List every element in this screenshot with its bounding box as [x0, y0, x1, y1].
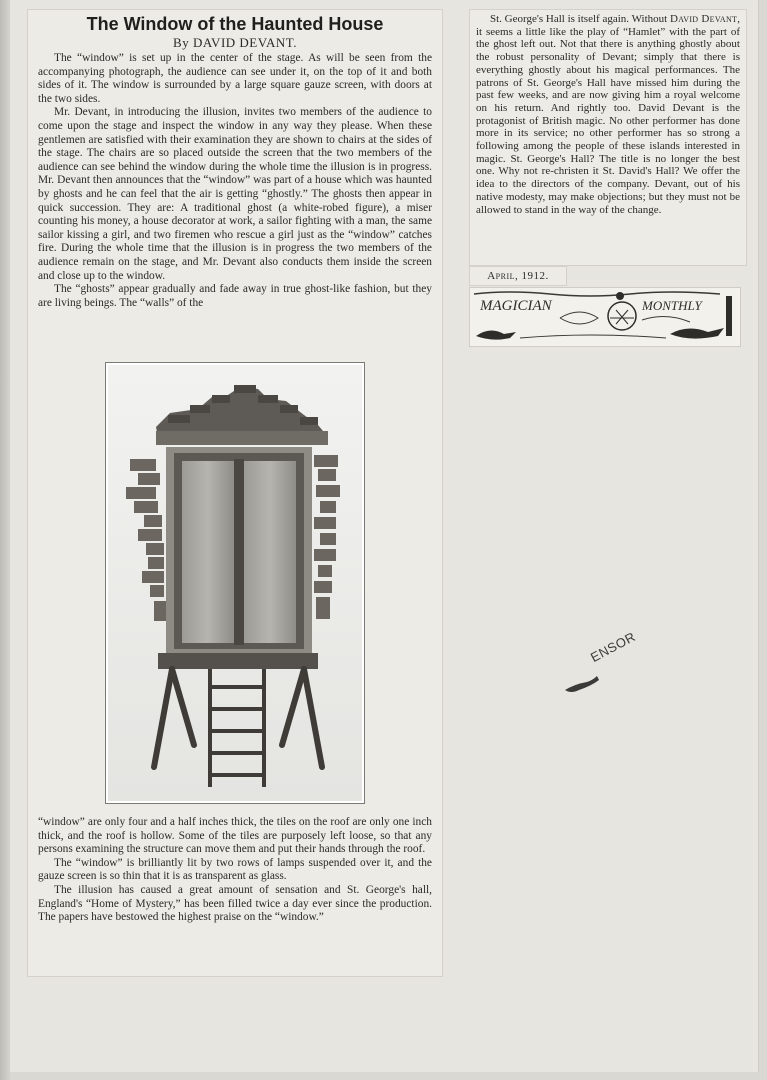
article-paragraph: The “window” is brilliantly lit by two rows of lamps suspended over it, and the gauze screen is so thin that it is as transparent as glass. — [38, 856, 432, 883]
article-clipping — [28, 10, 442, 976]
article-paragraph: The “ghosts” appear gradually and fade away in true ghost-like fashion, but they are living beings. The “walls” of the — [38, 283, 432, 309]
ensor-stamp — [563, 628, 653, 698]
article-paragraph: The illusion has caused a great amount of sensation and St. George's hall, England's “Home of Mystery,” has been filled twice a day ever since the production. The papers have bestowed the highest praise on the “window.” — [38, 883, 432, 924]
magician-monthly-masthead — [470, 288, 740, 346]
devant-name: David Devant — [669, 13, 738, 25]
article-body-bottom — [28, 816, 442, 925]
sidebar-text-start: St. George's Hall is itself again. Without — [490, 13, 670, 25]
sidebar-paragraph — [476, 13, 740, 216]
masthead-illustration — [470, 288, 740, 346]
article-paragraph: “window” are only four and a half inches thick, the tiles on the roof are only one inch thick, and the roof is hollow. Some of the tiles are purposely left loose, so that any persons examining the structure can move them and put their hands through the roof. — [38, 816, 432, 856]
sidebar-clipping — [470, 10, 746, 265]
article-title: The Window of the Haunted House — [86, 14, 384, 34]
window-photograph — [105, 362, 365, 804]
album-spine-shadow — [0, 0, 10, 1080]
photograph-image — [108, 365, 362, 801]
article-body-top — [38, 52, 432, 310]
masthead-right-word: MONTHLY — [642, 298, 702, 313]
clipping-date: April, 1912. — [470, 267, 566, 285]
article-paragraph: Mr. Devant, in introducing the illusion, invites two members of the audience to come upon the stage and inspect the window in any way they please. When these gentlemen are satisfied with their examination they are shown to chairs at the sides of the stage. The chairs are so placed outside the screen that the two members of the audience can see behind the window during the whole time the illusion is in progress. Mr. Devant then announces that the “window” was part of a house which was haunted by ghosts and he can feel that the air is getting “ghostly.” The ghosts then appear in quick succession. They are: A traditional ghost (a white-robed figure), a miser counting his money, a house decorator at work, a sailor fighting with a man, the same sailor kissing a girl, and two firemen who rescue a girl just as the “window” catches fire. During the whole time that the illusion is in progress the two members of the audience remain on the stage, and Mr. Devant also conducts them inside the screen and close up to the window. — [38, 106, 432, 282]
sidebar-text-rest: , it seems a little like the play of “Hamlet” with the part of the ghost left out. Not that there is anything ghostly about the robust personality of Devant; simply that there is everything ghostly about his magical performances. The patrons of St. George's Hall have missed him during the past few weeks, and are now giving him a royal welcome on his return. And rightly too. David Devant is the protagonist of British magic. No other performer has done more in its service; no other performer has so strong a following among the people of these islands interested in magic. St. George's Hall? The title is no longer the best one. Why not re-christen it St. David's Hall? We offer the idea to the directors of the company. Devant, out of his native modesty, may make objections; but they must not be allowed to stand in the way of the change. — [476, 13, 740, 216]
stamp-text: ENSOR — [587, 628, 639, 665]
haunted-window-illustration — [108, 365, 362, 801]
article-paragraph: The “window” is set up in the center of the stage. As will be seen from the accompanying photograph, the audience can see under it, on the top of it and both sides of it. The window is surrounded by a large square gauze screen, with doors at the two sides. — [38, 52, 432, 105]
article-byline: By DAVID DEVANT. — [173, 35, 297, 50]
masthead-left-word: MAGICIAN — [480, 298, 552, 314]
